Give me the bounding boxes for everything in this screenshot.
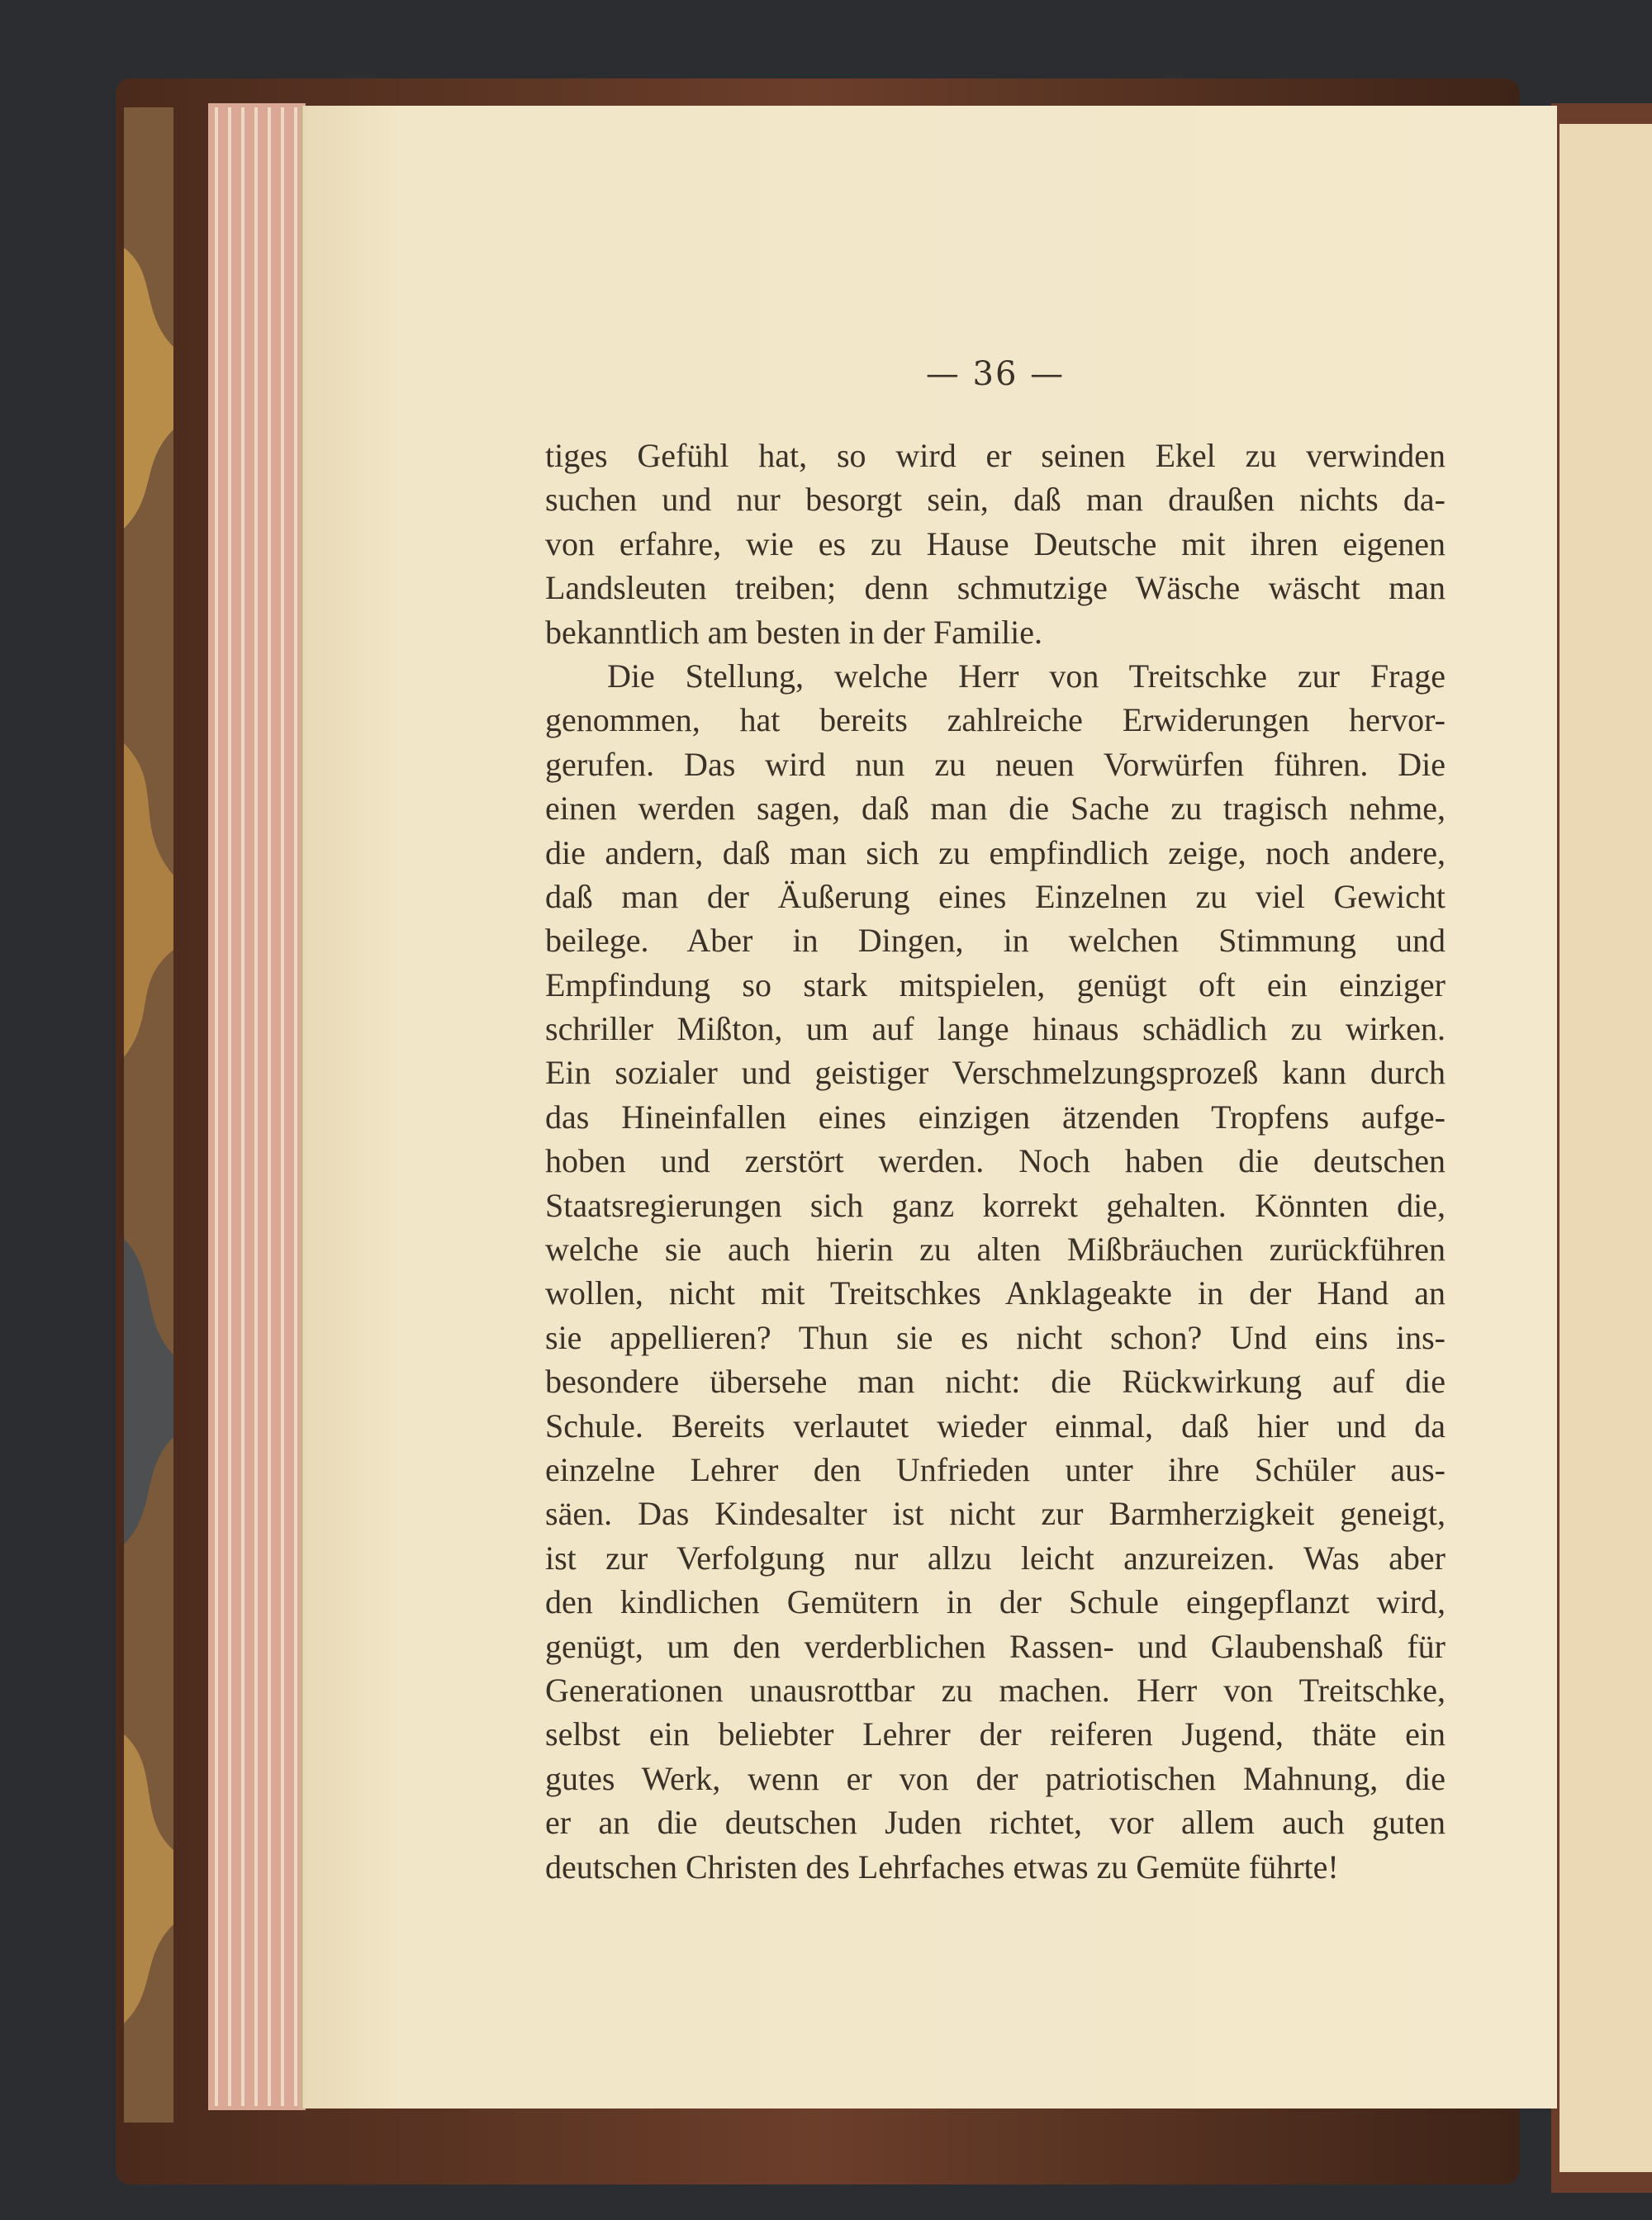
text-line: hoben und zerstört werden. Noch haben die deutschen [545,1142,1446,1180]
page-number: — 36 — [925,355,1066,393]
text-line: einen werden sagen, daß man die Sache zu tragisch nehme, [545,790,1446,828]
text-line: gerufen. Das wird nun zu neuen Vorwürfen führen. Die [545,745,1446,783]
text-line: den kindlichen Gemütern in der Schule eingepflanzt wird, [545,1583,1446,1621]
text-line: Ein sozialer und geistiger Verschmelzungsprozeß kann durch [545,1054,1446,1092]
text-line: besondere übersehe man nicht: die Rückwirkung auf die [545,1363,1446,1401]
text-line: welche sie auch hierin zu alten Mißbräuchen zurückführen [545,1231,1446,1269]
text-line: das Hineinfallen eines einzigen ätzenden Tropfens aufge- [545,1098,1446,1136]
text-line: bekanntlich am besten in der Familie. [545,613,1043,651]
text-line: wollen, nicht mit Treitschkes Anklageakte in der Hand an [545,1274,1446,1312]
text-line: sie appellieren? Thun sie es nicht schon? Und eins ins- [545,1318,1446,1356]
text-line: deutschen Christen des Lehrfaches etwas zu Gemüte führte! [545,1848,1339,1886]
text-line: von erfahre, wie es zu Hause Deutsche mit ihren eigenen [545,524,1446,562]
text-line: die andern, daß man sich zu empfindlich zeige, noch andere, [545,833,1446,871]
text-line: säen. Das Kindesalter ist nicht zur Barmherzigkeit geneigt, [545,1495,1446,1533]
text-line: er an die deutschen Juden richtet, vor allem auch guten [545,1804,1446,1842]
page-body [545,434,1446,1889]
text-line: tiges Gefühl hat, so wird er seinen Ekel zu verwinden [545,437,1446,474]
text-line: Landsleuten treiben; denn schmutzige Wäsche wäscht man [545,569,1446,607]
text-line: Empfindung so stark mitspielen, genügt oft ein einziger [545,965,1446,1003]
text-line: ist zur Verfolgung nur allzu leicht anzureizen. Was aber [545,1539,1446,1577]
text-line: Die Stellung, welche Herr von Treitschke zur Frage [607,657,1446,695]
text-line: genügt, um den verderblichen Rassen- und Glaubenshaß für [545,1627,1446,1665]
text-line: Generationen unausrottbar zu machen. Herr von Treitschke, [545,1671,1446,1709]
text-line: Schule. Bereits verlautet wieder einmal, daß hier und da [545,1406,1446,1444]
text-line: selbst ein beliebter Lehrer der reiferen Jugend, thäte ein [545,1715,1446,1753]
text-line: beilege. Aber in Dingen, in welchen Stimmung und [545,922,1446,960]
text-line: gutes Werk, wenn er von der patriotischen Mahnung, die [545,1759,1446,1797]
text-line: suchen und nur besorgt sein, daß man draußen nichts da- [545,481,1446,519]
text-line: einzelne Lehrer den Unfrieden unter ihre Schüler aus- [545,1450,1446,1488]
text-line: Staatsregierungen sich ganz korrekt gehalten. Könnten die, [545,1186,1446,1224]
text-line: schriller Mißton, um auf lange hinaus schädlich zu wirken. [545,1010,1446,1048]
text-line: daß man der Äußerung eines Einzelnen zu viel Gewicht [545,877,1446,915]
text-line: genommen, hat bereits zahlreiche Erwiderungen hervor- [545,701,1446,739]
